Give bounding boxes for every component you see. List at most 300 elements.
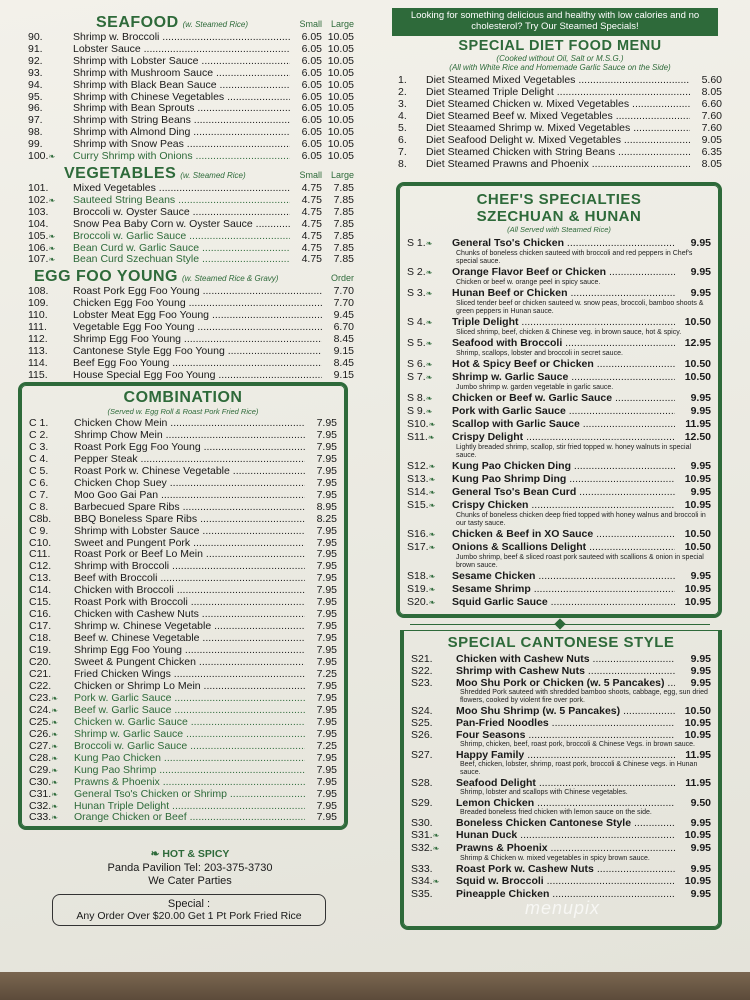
chili-icon: ❧ <box>425 268 433 277</box>
seafood-small-header: Small <box>299 19 322 29</box>
price-large: 10.05 <box>327 102 354 115</box>
specialty-item <box>411 875 711 888</box>
specialty-row <box>411 875 711 888</box>
chili-icon: ❧ <box>428 585 436 594</box>
item-name: Shrimp w. Garlic Sauce ..... <box>452 371 675 383</box>
item-number: S35. <box>411 888 433 900</box>
specialty-item <box>407 528 711 541</box>
chili-icon: ❧ <box>150 848 163 860</box>
item-number: 103. <box>28 205 49 218</box>
item-number: S 3.❧ <box>407 287 433 299</box>
phone: Panda Pavilion Tel: 203-375-3730 <box>107 862 273 874</box>
chili-icon: ❧ <box>48 152 56 162</box>
menu-item <box>398 122 722 134</box>
vegetables-list <box>28 183 354 266</box>
menu-item <box>29 765 337 777</box>
item-price: 7.95 <box>316 584 337 597</box>
chili-icon: ❧ <box>51 789 58 799</box>
diet-section <box>398 38 722 170</box>
item-number: C 7. <box>29 488 49 501</box>
item-number: C10. <box>29 536 52 549</box>
item-number: S10.❧ <box>407 418 436 430</box>
item-price: 9.95 <box>690 266 711 278</box>
item-price: 8.05 <box>701 158 722 170</box>
item-number: 3. <box>398 98 407 110</box>
menu-item <box>398 86 722 98</box>
item-name: Diet Steamed Beef w. Mixed Vegetables ..... <box>426 110 690 122</box>
item-name: Mixed Vegetables ..... <box>73 183 290 195</box>
item-description: Shrimp & Chicken w. mixed vegetables in spicy brown sauce. <box>460 855 650 862</box>
specialty-item <box>411 842 711 863</box>
item-price: 7.95 <box>316 644 337 657</box>
menu-item <box>29 717 337 729</box>
combination-box <box>18 382 348 830</box>
hot-spicy-legend: ❧ HOT & SPICY <box>150 848 230 860</box>
item-number: 2. <box>398 86 407 98</box>
item-price: 9.95 <box>690 460 711 472</box>
menu-item <box>29 609 337 621</box>
item-price: 10.95 <box>684 717 711 729</box>
chili-icon: ❧ <box>425 373 433 382</box>
item-number: 91. <box>28 42 43 55</box>
item-number: S18.❧ <box>407 570 436 582</box>
chili-icon: ❧ <box>51 705 58 715</box>
item-name: Beef Egg Foo Young ..... <box>73 358 322 370</box>
item-number: S 7.❧ <box>407 371 433 383</box>
item-price: 10.95 <box>684 583 711 595</box>
menu-item <box>29 454 337 466</box>
special-text: Any Order Over $20.00 Get 1 Pt Pork Fried Rice <box>76 910 302 922</box>
item-number: S22. <box>411 665 433 677</box>
item-price: 8.25 <box>316 512 337 525</box>
item-price: 9.45 <box>333 309 354 322</box>
table-surface <box>0 972 750 1000</box>
price-small: 6.05 <box>301 66 322 79</box>
price-small: 4.75 <box>301 217 322 230</box>
item-price: 7.95 <box>316 775 337 788</box>
item-description: Lightly breaded shrimp, scallop, stir fried topped w. honey walnuts in special sauce. <box>456 444 692 459</box>
item-number: C26.❧ <box>29 727 58 740</box>
chili-icon: ❧ <box>425 289 433 298</box>
item-price: 7.95 <box>316 703 337 716</box>
item-number: C20. <box>29 656 52 669</box>
item-name: Chicken with Cashew Nuts ..... <box>456 653 675 665</box>
item-number: 111. <box>28 321 47 334</box>
item-number: 102.❧ <box>28 193 56 206</box>
combination-subtitle: (Served w. Egg Roll & Roast Pork Fried Rice) <box>107 407 259 416</box>
specialty-item <box>407 583 711 596</box>
specialty-row <box>407 570 711 583</box>
item-name: Shrimp Chow Mein ..... <box>74 430 305 442</box>
item-name: Bean Curd Szechuan Style ..... <box>73 254 290 266</box>
item-price: 9.95 <box>690 237 711 249</box>
item-number: 105.❧ <box>28 229 56 242</box>
specialty-item <box>407 570 711 583</box>
item-name: Broccoli w. Garlic Sauce ..... <box>73 231 290 243</box>
menu-item <box>28 195 354 207</box>
item-number: C25.❧ <box>29 715 58 728</box>
item-name: Chicken w. Garlic Sauce ..... <box>74 717 305 729</box>
item-name: Shrimp w. Chinese Vegetable ..... <box>74 621 305 633</box>
chili-icon: ❧ <box>51 717 58 727</box>
item-number: S20.❧ <box>407 596 436 608</box>
item-number: 104. <box>28 217 49 230</box>
egg-foo-young-order-header: Order <box>330 273 354 284</box>
item-price: 8.45 <box>333 332 354 345</box>
item-price: 10.95 <box>684 596 711 608</box>
item-price: 8.05 <box>701 86 722 98</box>
item-price: 10.50 <box>684 528 711 540</box>
price-small: 6.05 <box>301 114 322 127</box>
menu-item <box>28 322 354 334</box>
chili-icon: ❧ <box>425 407 433 416</box>
item-name: Moo Shu Pork or Chicken (w. 5 Pancakes) ..... <box>456 677 675 689</box>
item-price: 7.95 <box>316 799 337 812</box>
item-number: S 5.❧ <box>407 337 433 349</box>
menu-item <box>29 490 337 502</box>
vegetables-title: VEGETABLES (w. Steamed Rice) <box>64 164 246 182</box>
item-number: 112. <box>28 332 48 345</box>
item-number: C12. <box>29 560 52 573</box>
specialty-item <box>407 237 711 266</box>
menu-item <box>29 573 337 585</box>
item-name: Pepper Steak ..... <box>74 454 305 466</box>
menu-item <box>29 633 337 645</box>
item-description: Sliced shrimp, beef, chicken & Chinese veg. in brown sauce, hot & spicy. <box>456 329 682 336</box>
menu-item <box>29 729 337 741</box>
item-number: 97. <box>28 114 43 127</box>
specialty-item <box>411 717 711 729</box>
item-number: S 1.❧ <box>407 237 433 249</box>
specialty-item <box>407 405 711 418</box>
item-price: 9.50 <box>690 797 711 809</box>
item-number: C21. <box>29 668 52 681</box>
item-name: Chicken with Broccoli ..... <box>74 585 305 597</box>
chili-icon: ❧ <box>428 420 436 429</box>
item-name: Diet Steamed Mixed Vegetables ..... <box>426 74 690 86</box>
specialty-item <box>411 749 711 777</box>
specialty-row <box>411 829 711 842</box>
item-price: 9.15 <box>333 368 354 381</box>
menu-item <box>28 358 354 370</box>
item-price: 9.05 <box>701 134 722 146</box>
item-name: Orange Chicken or Beef ..... <box>74 812 305 824</box>
item-name: Roast Pork Egg Foo Young ..... <box>73 286 322 298</box>
specialty-item <box>407 486 711 499</box>
item-number: S31.❧ <box>411 829 440 841</box>
item-number: 96. <box>28 102 43 115</box>
specialty-row <box>407 528 711 541</box>
chef-list <box>407 237 711 609</box>
item-name: Diet Steamed Chicken with String Beans ..... <box>426 146 690 158</box>
item-name: Lemon Chicken ..... <box>456 797 675 809</box>
item-price: 6.60 <box>701 98 722 110</box>
specialty-row <box>407 316 711 329</box>
item-name: Prawns & Phoenix ..... <box>456 842 675 854</box>
menu-item <box>398 74 722 86</box>
specialty-item <box>407 358 711 371</box>
item-name: Roast Pork with Broccoli ..... <box>74 597 305 609</box>
item-price: 7.95 <box>316 656 337 669</box>
menu-item <box>29 442 337 454</box>
specialty-item <box>411 653 711 665</box>
item-name: Beef w. Chinese Vegetable ..... <box>74 633 305 645</box>
item-number: 98. <box>28 126 43 139</box>
item-name: Sauteed String Beans ..... <box>73 195 290 207</box>
price-large: 10.05 <box>327 42 354 55</box>
specialty-item <box>407 287 711 316</box>
item-name: Shrimp with Snow Peas ..... <box>73 139 290 151</box>
item-price: 7.95 <box>316 488 337 501</box>
item-price: 9.15 <box>333 344 354 357</box>
item-number: S27. <box>411 749 433 761</box>
item-price: 10.50 <box>684 705 711 717</box>
specialty-row <box>407 418 711 431</box>
chili-icon: ❧ <box>432 831 440 840</box>
specialty-row <box>411 717 711 729</box>
item-number: 99. <box>28 138 43 151</box>
specialty-row <box>411 817 711 829</box>
seafood-large-header: Large <box>330 19 354 29</box>
item-name: Vegetable Egg Foo Young ..... <box>73 322 322 334</box>
item-name: Squid Garlic Sauce ..... <box>452 596 675 608</box>
item-description: Beef, chicken, lobster, shrimp, roast pork, broccoli & Chinese vegs. in Hunan sauce. <box>460 761 698 776</box>
specialty-row <box>411 777 711 789</box>
item-number: S 4.❧ <box>407 316 433 328</box>
specialty-row <box>411 665 711 677</box>
item-name: Hunan Beef or Chicken ..... <box>452 287 675 299</box>
menu-item <box>29 549 337 561</box>
item-number: S19.❧ <box>407 583 436 595</box>
item-description: Jumbo shrimp, beef & sliced roast pork sauteed with scallions & onion in special brown sauce. <box>456 554 704 569</box>
menu-item <box>29 645 337 657</box>
item-number: 109. <box>28 297 49 310</box>
item-number: 5. <box>398 122 407 134</box>
specialty-item <box>407 499 711 528</box>
item-number: C22. <box>29 679 52 692</box>
item-number: 90. <box>28 31 43 43</box>
item-name: Lobster Meat Egg Foo Young ..... <box>73 310 322 322</box>
item-name: Sesame Chicken ..... <box>452 570 675 582</box>
item-name: Roast Pork w. Cashew Nuts ..... <box>456 863 675 875</box>
price-large: 10.05 <box>327 78 354 91</box>
menu-item <box>29 418 337 430</box>
item-number: S24. <box>411 705 433 717</box>
item-name: Diet Seafood Delight w. Mixed Vegetables ..... <box>426 134 690 146</box>
item-number: C18. <box>29 632 52 645</box>
item-number: C 3. <box>29 440 49 453</box>
chili-icon: ❧ <box>428 598 436 607</box>
chili-icon: ❧ <box>425 318 433 327</box>
price-small: 6.05 <box>301 102 322 115</box>
specialty-row <box>407 486 711 499</box>
menu-item <box>29 430 337 442</box>
chili-icon: ❧ <box>425 239 433 248</box>
specialty-item <box>411 863 711 875</box>
item-number: 101. <box>28 181 49 194</box>
menu-item <box>28 286 354 298</box>
special-title: Special : <box>167 898 211 910</box>
menu-item <box>29 657 337 669</box>
menu-item <box>29 741 337 753</box>
item-name: Shrimp Egg Foo Young ..... <box>74 645 305 657</box>
item-description: Shrimp, chicken, beef, roast pork, broccoli & Chinese Vegs. in brown sauce. <box>460 741 696 748</box>
item-number: C11. <box>29 548 51 561</box>
chili-icon: ❧ <box>51 693 58 703</box>
item-number: C 5. <box>29 464 49 477</box>
egg-foo-young-title: EGG FOO YOUNG (w. Steamed Rice & Gravy) <box>34 268 279 286</box>
menu-item <box>29 502 337 514</box>
item-name: Shrimp with Bean Sprouts ..... <box>73 103 290 115</box>
item-name: Fried Chicken Wings ..... <box>74 669 305 681</box>
specialty-row <box>411 797 711 809</box>
item-number: S 6.❧ <box>407 358 433 370</box>
item-price: 7.95 <box>316 524 337 537</box>
chili-icon: ❧ <box>428 530 436 539</box>
item-price: 7.95 <box>316 417 337 429</box>
item-name: Roast Pork Egg Foo Young ..... <box>74 442 305 454</box>
price-small: 4.75 <box>301 229 322 242</box>
item-number: S14.❧ <box>407 486 436 498</box>
item-price: 6.35 <box>701 146 722 158</box>
menu-item <box>29 753 337 765</box>
menu-item <box>29 466 337 478</box>
item-name: Chicken or Beef w. Garlic Sauce ..... <box>452 392 675 404</box>
item-number: 110. <box>28 309 48 322</box>
item-number: C14. <box>29 584 52 597</box>
item-name: Kung Pao Chicken ..... <box>74 753 305 765</box>
item-name: Curry Shrimp with Onions ..... <box>73 151 290 163</box>
item-name: Crispy Delight ..... <box>452 431 675 443</box>
item-name: Sweet and Pungent Pork ..... <box>74 538 305 550</box>
item-number: C27.❧ <box>29 739 58 752</box>
price-small: 6.05 <box>301 150 322 163</box>
seafood-title: SEAFOOD (w. Steamed Rice) <box>96 14 248 31</box>
item-number: 93. <box>28 66 43 79</box>
item-number: C 2. <box>29 428 49 441</box>
item-name: General Tso's Chicken ..... <box>452 237 675 249</box>
price-large: 7.85 <box>333 229 354 242</box>
item-price: 9.95 <box>690 570 711 582</box>
specialty-row <box>411 705 711 717</box>
item-name: Boneless Chicken Cantonese Style ..... <box>456 817 675 829</box>
item-price: 7.95 <box>316 811 337 824</box>
menu-item <box>29 585 337 597</box>
item-name: Beef with Broccoli ..... <box>74 573 305 585</box>
item-name: Sesame Shrimp ..... <box>452 583 675 595</box>
item-name: Roast Pork or Beef Lo Mein ..... <box>74 549 305 561</box>
item-price: 11.95 <box>685 418 711 430</box>
item-number: S30. <box>411 817 433 829</box>
cantonese-title: SPECIAL CANTONESE STYLE <box>447 634 675 651</box>
item-description: Jumbo shrimp w. garden vegetable in garlic sauce. <box>456 384 614 391</box>
item-price: 7.95 <box>316 464 337 477</box>
item-number: 106.❧ <box>28 241 56 254</box>
item-price: 7.95 <box>316 715 337 728</box>
item-price: 7.70 <box>333 297 354 310</box>
item-number: C28.❧ <box>29 751 58 764</box>
item-name: Lobster Sauce ..... <box>73 44 290 56</box>
specialty-row <box>407 583 711 596</box>
item-name: Roast Pork w. Chinese Vegetable ..... <box>74 466 305 478</box>
specialty-row <box>407 596 711 609</box>
cantonese-list <box>411 653 711 900</box>
item-number: C13. <box>29 572 52 585</box>
item-name: Hunan Triple Delight ..... <box>74 801 305 813</box>
chef-title-2: SZECHUAN & HUNAN <box>476 208 642 225</box>
diet-title: SPECIAL DIET FOOD MENU <box>458 38 662 54</box>
cantonese-box <box>400 630 722 930</box>
item-price: 7.95 <box>316 428 337 441</box>
item-price: 12.50 <box>684 431 711 443</box>
specialty-item <box>411 705 711 717</box>
item-price: 7.95 <box>316 751 337 764</box>
item-name: Snow Pea Baby Corn w. Oyster Sauce ..... <box>73 219 290 231</box>
chili-icon: ❧ <box>428 572 436 581</box>
price-small: 4.75 <box>301 253 322 266</box>
item-number: C 8. <box>29 500 49 513</box>
item-number: 107.❧ <box>28 253 56 266</box>
item-price: 7.25 <box>316 668 337 681</box>
item-price: 7.95 <box>316 763 337 776</box>
item-name: Crispy Chicken ..... <box>452 499 675 511</box>
price-small: 6.05 <box>301 126 322 139</box>
item-price: 7.95 <box>316 548 337 561</box>
menu-item <box>29 478 337 490</box>
menu-item <box>29 681 337 693</box>
specialty-item <box>407 473 711 486</box>
item-number: S34.❧ <box>411 875 440 887</box>
chili-icon: ❧ <box>428 543 436 552</box>
chili-icon: ❧ <box>51 813 58 823</box>
item-number: C31.❧ <box>29 787 58 800</box>
chili-icon: ❧ <box>51 729 58 739</box>
menu-item <box>28 370 354 382</box>
item-number: C15. <box>29 596 52 609</box>
item-number: C33.❧ <box>29 811 58 824</box>
item-name: Chicken Chow Mein ..... <box>74 418 305 430</box>
chili-icon: ❧ <box>428 462 436 471</box>
specialty-item <box>407 392 711 405</box>
specialty-row <box>411 842 711 855</box>
item-price: 10.95 <box>684 729 711 741</box>
item-description: Shrimp, lobster and scallops with Chinese vegetables. <box>460 789 628 796</box>
item-price: 7.60 <box>701 110 722 122</box>
item-price: 11.95 <box>685 777 711 789</box>
item-name: Kung Pao Chicken Ding ..... <box>452 460 675 472</box>
item-number: S26. <box>411 729 433 741</box>
price-small: 6.05 <box>301 54 322 67</box>
item-number: C17. <box>29 620 52 633</box>
item-number: S 8.❧ <box>407 392 433 404</box>
menu-item <box>28 310 354 322</box>
chili-icon: ❧ <box>51 801 58 811</box>
menu-item <box>29 561 337 573</box>
item-name: Shrimp with String Beans ..... <box>73 115 290 127</box>
chili-icon: ❧ <box>48 243 56 253</box>
price-large: 7.85 <box>333 205 354 218</box>
item-name: Hunan Duck ..... <box>456 829 675 841</box>
chili-icon: ❧ <box>428 475 436 484</box>
item-name: Orange Flavor Beef or Chicken ..... <box>452 266 675 278</box>
item-price: 9.95 <box>690 863 711 875</box>
item-name: Four Seasons ..... <box>456 729 675 741</box>
item-number: S15.❧ <box>407 499 436 511</box>
item-price: 7.95 <box>316 596 337 609</box>
price-large: 7.85 <box>333 253 354 266</box>
left-column <box>28 14 354 382</box>
menu-item <box>28 80 354 92</box>
